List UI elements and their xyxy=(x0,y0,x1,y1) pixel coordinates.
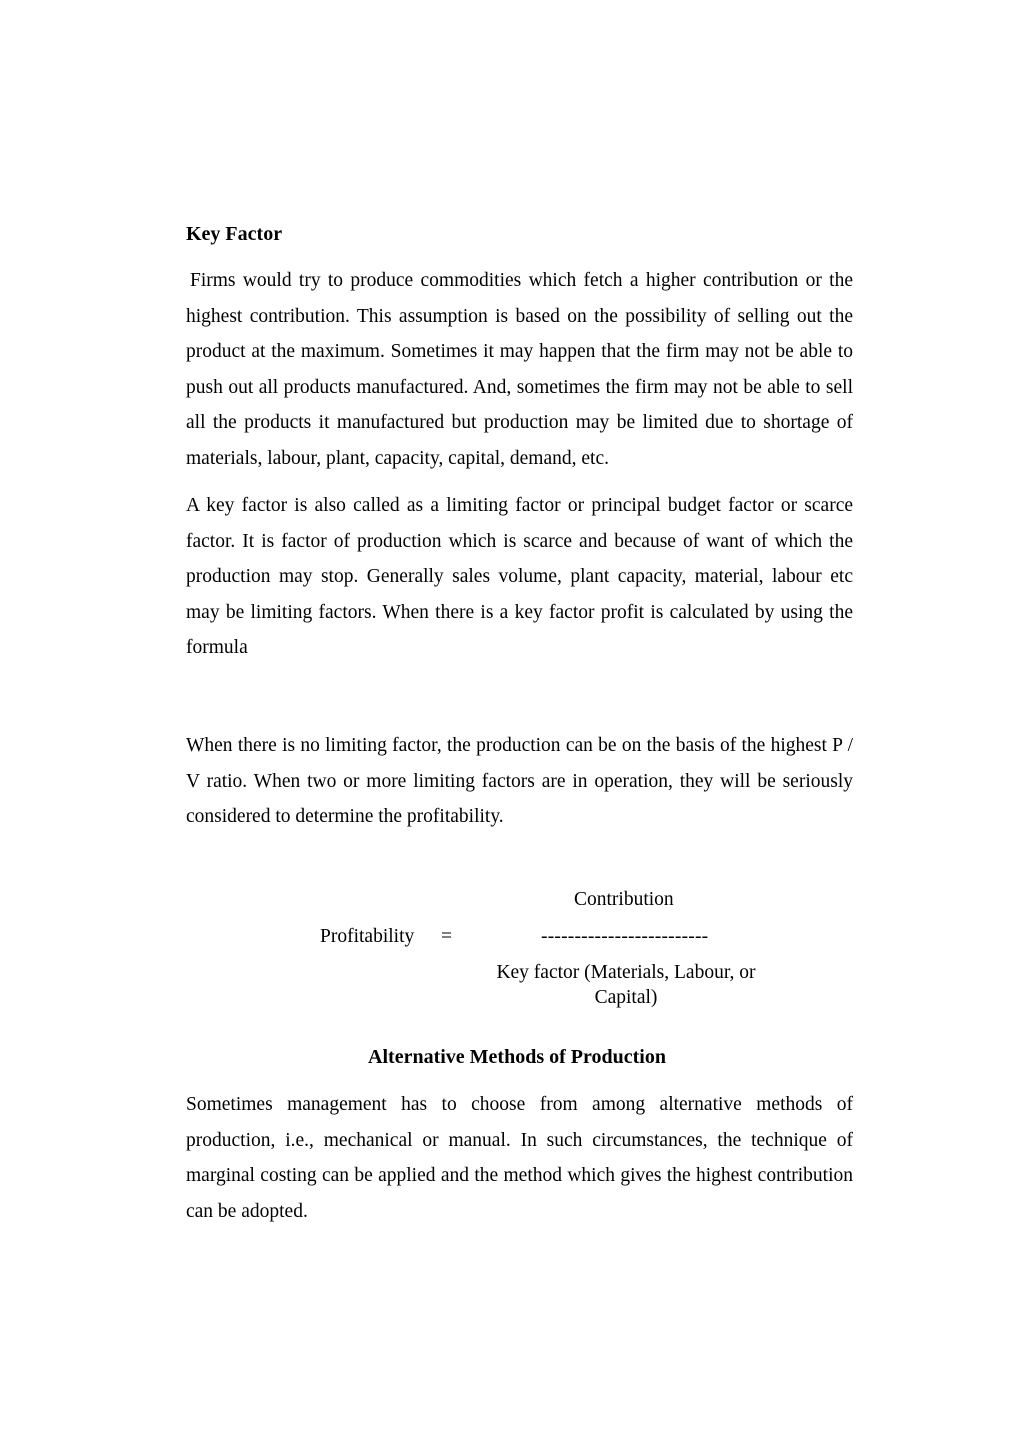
formula-denominator: Key factor (Materials, Labour, or Capital) xyxy=(496,962,756,1008)
paragraph-firms-contribution: Firms would try to produce commodities which fetch a higher contribution or the highest contribution. This assumption is based on the possibility of selling out the product at the maximum. Sometimes it may happen that the firm may not be able to push out all products manufactured. And, sometimes the firm may not be able to sell all the products it manufactured but production may be limited due to shortage of materials, labour, plant, capacity, capital, demand, etc. xyxy=(186,270,853,469)
formula-divider: ------------------------- xyxy=(541,926,709,947)
formula-numerator: Contribution xyxy=(574,889,674,910)
paragraph-alternative-methods: Sometimes management has to choose from among alternative methods of production, i.e., mechanical or manual. In such circumstances, the technique of marginal costing can be applied and the method which gives the highest contribution can be adopted. xyxy=(186,1094,853,1222)
section-heading-key-factor: Key Factor xyxy=(186,223,283,245)
section-heading-alternative-methods: Alternative Methods of Production xyxy=(368,1046,666,1068)
paragraph-no-limiting-factor: When there is no limiting factor, the production can be on the basis of the highest P / V ratio. When two or more limiting factors are in operation, they will be seriously considered to determine the profitability. xyxy=(186,735,853,827)
formula-equals-sign: = xyxy=(441,926,452,947)
formula-label: Profitability xyxy=(320,926,415,947)
paragraph-key-factor-definition: A key factor is also called as a limiting factor or principal budget factor or scarce factor. It is factor of production which is scarce and because of want of which the production may stop. Generally sales volume, plant capacity, material, labour etc may be limiting factors. When there is a key factor profit is calculated by using the formula xyxy=(186,495,853,658)
